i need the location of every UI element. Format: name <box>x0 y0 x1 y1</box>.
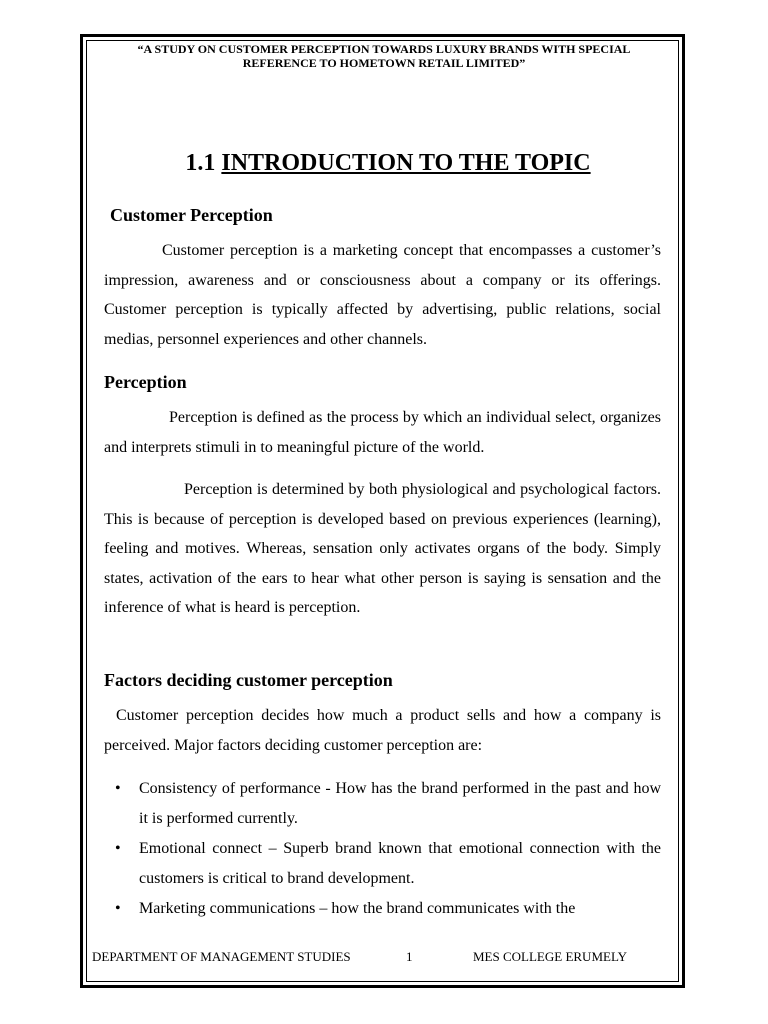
running-header-line-1: “A STUDY ON CUSTOMER PERCEPTION TOWARDS LUXURY BRANDS WITH SPECIAL <box>137 42 631 56</box>
paragraph-factors-intro: Customer perception decides how much a product sells and how a company is perceived. Major factors deciding customer perception are: <box>104 707 661 754</box>
footer-page-number: 1 <box>406 949 413 964</box>
chapter-title <box>100 146 676 180</box>
heading-customer-perception: Customer Perception <box>110 205 273 225</box>
footer-department: DEPARTMENT OF MANAGEMENT STUDIES <box>92 949 351 964</box>
bullet-icon: • <box>115 840 121 857</box>
heading-factors: Factors deciding customer perception <box>104 670 393 690</box>
paragraph-customer-perception: Customer perception is a marketing concept that encompasses a customer’s impression, awareness and or consciousness about a company or its offerings. Customer perception is typically affected by advertising, public relations, social medias, personnel experiences and other channels. <box>104 242 661 348</box>
bullet-icon: • <box>115 900 121 917</box>
chapter-number: 1.1 <box>185 150 216 176</box>
list-item-text: Marketing communications – how the brand communicates with the <box>139 900 576 917</box>
chapter-title-text: INTRODUCTION TO THE TOPIC <box>221 150 591 176</box>
list-item-text: Emotional connect – Superb brand known that emotional connection with the customers is critical to brand development. <box>139 840 661 887</box>
paragraph-perception-factors: Perception is determined by both physiological and psychological factors. This is because of perception is developed based on previous experiences (learning), feeling and motives. Whereas, sensation only activates organs of the body. Simply states, activation of the ears to hear what other person is saying is sensation and the inference of what is heard is perception. <box>104 481 661 616</box>
running-header-line-2: REFERENCE TO HOMETOWN RETAIL LIMITED” <box>242 56 526 70</box>
running-header <box>100 42 668 70</box>
factors-list <box>104 774 661 924</box>
paragraph-perception-definition: Perception is defined as the process by which an individual select, organizes and interprets stimuli in to meaningful picture of the world. <box>104 409 661 456</box>
list-item <box>104 774 661 834</box>
list-item <box>104 834 661 894</box>
footer-college: MES COLLEGE ERUMELY <box>473 949 627 964</box>
list-item <box>104 894 661 924</box>
bullet-icon: • <box>115 780 121 797</box>
heading-perception: Perception <box>104 372 187 392</box>
list-item-text: Consistency of performance - How has the brand performed in the past and how it is performed currently. <box>139 780 661 827</box>
